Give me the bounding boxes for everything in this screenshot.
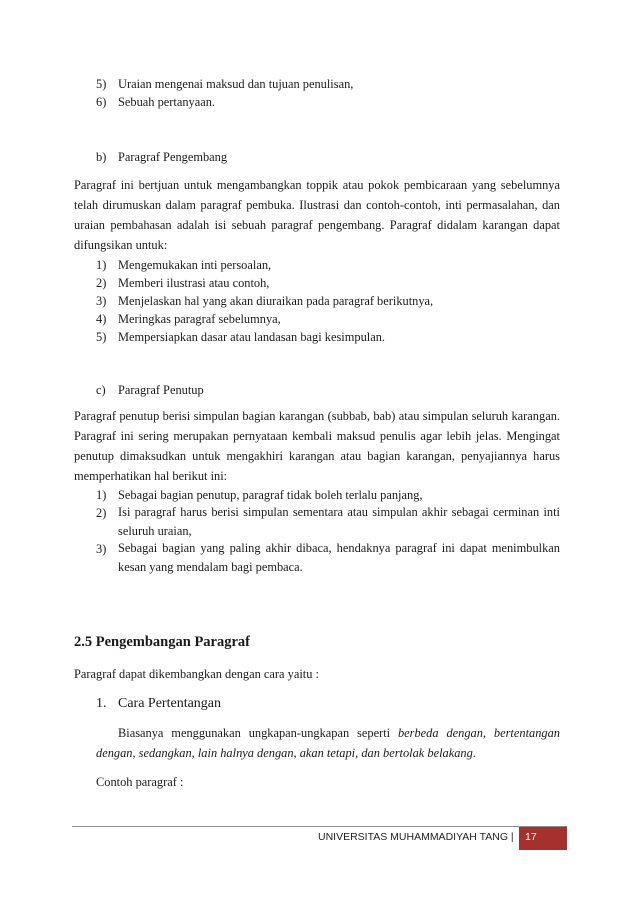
list-item: Sebagai bagian penutup, paragraf tidak boleh terlalu panjang, [118, 488, 423, 502]
list-number: 5) [96, 77, 107, 91]
footer-divider [72, 826, 567, 827]
list-number: 2) [96, 506, 107, 520]
footer-institution: UNIVERSITAS MUHAMMADIYAH TANG | [318, 831, 514, 843]
list-number: 5) [96, 330, 107, 344]
section-c-title: Paragraf Penutup [118, 383, 204, 397]
list-number: 6) [96, 95, 107, 109]
body-tail: . [472, 746, 476, 760]
list-item: Meringkas paragraf sebelumnya, [118, 312, 281, 326]
list-item: Memberi ilustrasi atau contoh, [118, 276, 270, 290]
section-b-paragraph: Paragraf ini bertjuan untuk mengambangkan toppik atau pokok pembicaraan yang sebelumnya telah dirumuskan dalam paragraf pembuka. Ilustrasi dan contoh-contoh, inti permasalahan, dan uraian pembahasan adalah isi sebuah paragraf pengembang. Paragraf didalam karangan dapat difungsikan untuk: [74, 178, 560, 252]
list-number: 1) [96, 488, 107, 502]
list-item: Mempersiapkan dasar atau landasan bagi kesimpulan. [118, 330, 385, 344]
section-b-label: b) [96, 150, 107, 164]
list-number: 4) [96, 312, 107, 326]
list-item: Uraian mengenai maksud dan tujuan penulisan, [118, 77, 354, 91]
list-number: 2) [96, 276, 107, 290]
page-number-badge [519, 827, 567, 850]
subheading-number: 1. [96, 696, 107, 711]
list-item: Isi paragraf harus berisi simpulan sementara atau simpulan akhir sebagai cerminan inti seluruh uraian, [118, 505, 560, 538]
list-number: 3) [96, 542, 107, 556]
section-heading: 2.5 Pengembangan Paragraf [74, 634, 250, 650]
body-italic: berbeda dengan, bertentangan dengan, sedangkan, lain halnya dengan, akan tetapi, dan bertolak belakang [96, 726, 560, 760]
example-label: Contoh paragraf : [96, 775, 184, 789]
section-intro: Paragraf dapat dikembangkan dengan cara yaitu : [74, 667, 319, 681]
body-lead: Biasanya menggunakan ungkapan-ungkapan seperti [118, 726, 398, 740]
section-c-paragraph: Paragraf penutup berisi simpulan bagian karangan (subbab, bab) atau simpulan seluruh karangan. Paragraf ini sering merupakan pernyataan kembali maksud penulis agar lebih jelas. Mengingat penutup dimaksudkan untuk mengakhiri karangan atau bagian karangan, penyajiannya harus memperhatikan hal berikut ini: [74, 409, 560, 483]
section-c-label: c) [96, 383, 106, 397]
list-number: 3) [96, 294, 107, 308]
subheading: Cara Pertentangan [118, 696, 222, 711]
page-number: 17 [525, 831, 537, 843]
list-item: Mengemukakan inti persoalan, [118, 258, 272, 272]
list-item: Sebagai bagian yang paling akhir dibaca, hendaknya paragraf ini dapat menimbulkan kesan yang mendalam bagi pembaca. [118, 541, 560, 574]
list-item: Menjelaskan hal yang akan diuraikan pada paragraf berikutnya, [118, 294, 434, 308]
section-b-title: Paragraf Pengembang [118, 150, 228, 164]
body-paragraph [96, 723, 560, 763]
list-item: Sebuah pertanyaan. [118, 95, 216, 109]
list-number: 1) [96, 258, 107, 272]
